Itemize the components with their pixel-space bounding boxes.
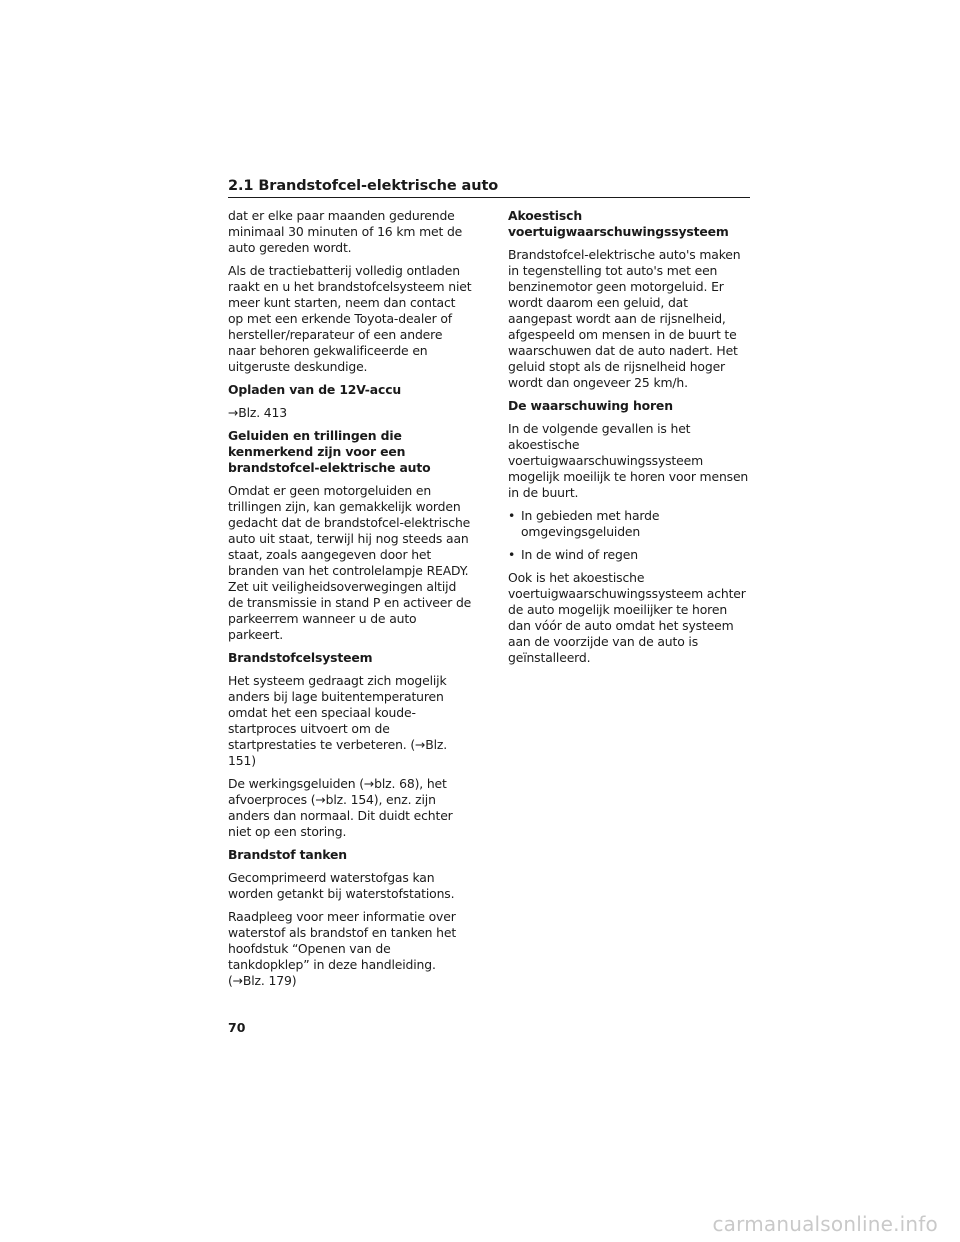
paragraph: In de volgende gevallen is het akoestische voertuigwaarschuwingssysteem mogelijk moeilijk te horen voor mensen in de buurt. [508, 421, 749, 500]
subheading: Akoestisch voertuigwaarschuwingssysteem [508, 208, 729, 239]
right-column [508, 208, 752, 673]
paragraph: Als de tractiebatterij volledig ontladen raakt en u het brandstofcelsysteem niet meer kunt starten, neem dan contact op met een erkende Toyota-dealer of hersteller/reparateur of een andere naar behoren gekwalificeerde en uitgeruste deskundige. [228, 263, 472, 374]
watermark: carmanualsonline.info [712, 1212, 938, 1236]
paragraph: Brandstofcel-elektrische auto's maken in tegenstelling tot auto's met een benzinemotor geen motorgeluid. Er wordt daarom een geluid, dat aangepast wordt aan de rijsnelheid, afgespeeld om mensen in de buurt te waarschuwen dat de auto nadert. Het geluid stopt als de rijsnelheid hoger wordt dan ongeveer 25 km/h. [508, 247, 741, 390]
page-number: 70 [228, 1020, 246, 1035]
list-item: • In gebieden met harde omgevingsgeluiden [508, 508, 752, 540]
subheading: Geluiden en trillingen die kenmerkend zijn voor een brandstofcel-elektrische auto [228, 428, 431, 475]
left-column [228, 208, 472, 996]
paragraph: dat er elke paar maanden gedurende minimaal 30 minuten of 16 km met de auto gereden wordt. [228, 208, 463, 255]
paragraph: Gecomprimeerd waterstofgas kan worden getankt bij waterstofstations. [228, 870, 455, 901]
subheading: Opladen van de 12V-accu [228, 382, 402, 397]
paragraph: Omdat er geen motorgeluiden en trillingen zijn, kan gemakkelijk worden gedacht dat de brandstofcel-elektrische auto uit staat, terwijl hij nog steeds aan staat, zoals aangegeven door het branden van het controlelampje READY. Zet uit veiligheidsoverwegingen altijd de transmissie in stand P en activeer de parkeerrem wanneer u de auto parkeert. [228, 483, 472, 642]
paragraph: De werkingsgeluiden (→blz. 68), het afvoerproces (→blz. 154), enz. zijn anders dan normaal. Dit duidt echter niet op een storing. [228, 776, 453, 839]
subheading: De waarschuwing horen [508, 398, 673, 413]
paragraph: Ook is het akoestische voertuigwaarschuwingssysteem achter de auto mogelijk moeilijker te horen dan vóór de auto omdat het systeem aan de voorzijde van de auto is geïnstalleerd. [508, 570, 746, 665]
paragraph: Het systeem gedraagt zich mogelijk anders bij lage buitentemperaturen omdat het een speciaal koude-startproces uitvoert om de startprestaties te verbeteren. (→Blz. 151) [228, 673, 448, 768]
bullet-list [508, 508, 752, 563]
page-reference: →Blz. 413 [228, 405, 288, 420]
paragraph: Raadpleeg voor meer informatie over waterstof als brandstof en tanken het hoofdstuk “Openen van de tankdopklep” in deze handleiding. (→Blz. 179) [228, 909, 457, 988]
subheading: Brandstof tanken [228, 847, 347, 862]
section-title: 2.1 Brandstofcel-elektrische auto [228, 178, 750, 198]
list-item: • In de wind of regen [508, 547, 752, 563]
subheading: Brandstofcelsysteem [228, 650, 373, 665]
